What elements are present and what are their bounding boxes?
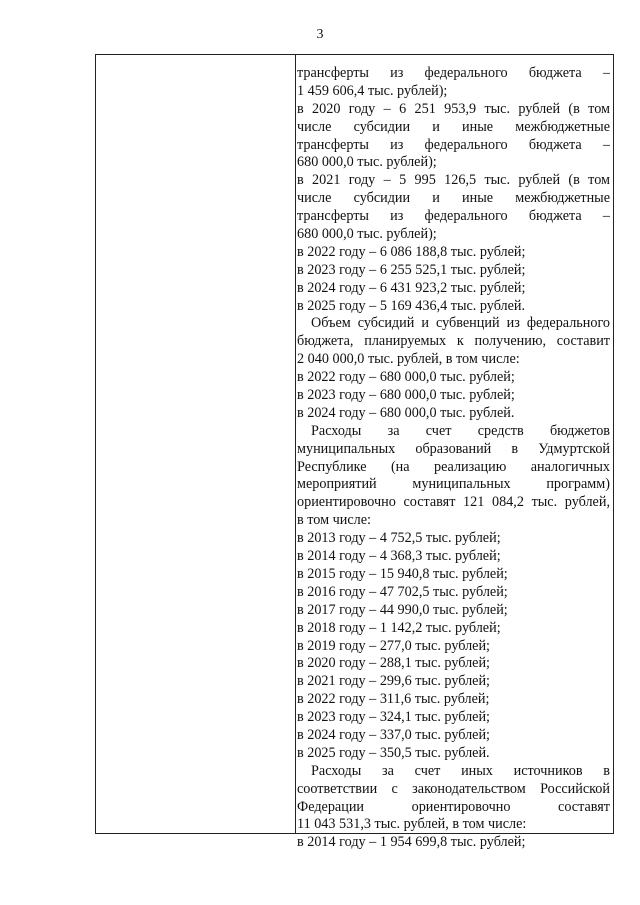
text-line: трансферты из федерального бюджета – bbox=[297, 65, 610, 81]
text-line: муниципальных образований в Удмуртской bbox=[297, 440, 610, 457]
text-line: трансферты из федерального бюджета – bbox=[297, 136, 610, 153]
text-line: Федерации ориентировочно составят bbox=[297, 798, 610, 815]
text-line: трансферты из федерального бюджета – bbox=[297, 208, 610, 225]
text-line: 680 000,0 тыс. рублей); bbox=[297, 226, 437, 243]
text-line: в 2021 году – 5 995 126,5 тыс. рублей (в том bbox=[297, 172, 610, 189]
text-line: Расходы за счет иных источников в bbox=[311, 762, 610, 779]
text-line: Расходы за счет средств бюджетов bbox=[311, 422, 610, 439]
text-line: ориентировочно составят 121 084,2 тыс. рублей, bbox=[297, 494, 610, 511]
text-line: в 2024 году – 680 000,0 тыс. рублей. bbox=[297, 404, 515, 421]
page-number: 3 bbox=[316, 27, 324, 42]
text-line: мероприятий муниципальных программ) bbox=[297, 476, 610, 493]
text-line: в 2023 году – 324,1 тыс. рублей; bbox=[297, 709, 490, 726]
text-line: числе субсидии и иные межбюджетные bbox=[297, 118, 610, 135]
text-line: в 2021 году – 299,6 тыс. рублей; bbox=[297, 673, 490, 690]
text-line: в 2023 году – 680 000,0 тыс. рублей; bbox=[297, 387, 515, 404]
text-line: 1 459 606,4 тыс. рублей); bbox=[297, 82, 448, 99]
text-line: в 2022 году – 680 000,0 тыс. рублей; bbox=[297, 369, 515, 386]
text-line: 680 000,0 тыс. рублей); bbox=[297, 154, 437, 171]
text-line: в 2018 году – 1 142,2 тыс. рублей; bbox=[297, 619, 501, 636]
text-line: в 2020 году – 288,1 тыс. рублей; bbox=[297, 655, 490, 672]
text-line: в 2019 году – 277,0 тыс. рублей; bbox=[297, 637, 490, 654]
text-line: 11 043 531,3 тыс. рублей, в том числе: bbox=[297, 816, 527, 833]
text-line: в 2014 году – 1 954 699,8 тыс. рублей; bbox=[297, 834, 526, 851]
table-right-cell bbox=[297, 65, 610, 852]
text-line: в 2025 году – 5 169 436,4 тыс. рублей. bbox=[297, 297, 526, 314]
text-line: в 2022 году – 6 086 188,8 тыс. рублей; bbox=[297, 243, 526, 260]
text-line: Объем субсидий и субвенций из федерального bbox=[311, 315, 610, 332]
document-table bbox=[95, 54, 614, 851]
text-line: в 2024 году – 337,0 тыс. рублей; bbox=[297, 726, 490, 743]
text-line: в 2024 году – 6 431 923,2 тыс. рублей; bbox=[297, 279, 526, 296]
text-line: в 2025 году – 350,5 тыс. рублей. bbox=[297, 744, 490, 761]
text-line: в 2017 году – 44 990,0 тыс. рублей; bbox=[297, 601, 508, 618]
text-line: бюджета, планируемых к получению, составит bbox=[297, 333, 610, 350]
text-line: в 2014 году – 4 368,3 тыс. рублей; bbox=[297, 548, 501, 565]
text-line: в 2015 году – 15 940,8 тыс. рублей; bbox=[297, 565, 508, 582]
text-line: соответствии с законодательством Российской bbox=[297, 780, 610, 797]
text-line: Республике (на реализацию аналогичных bbox=[297, 458, 610, 475]
text-line: числе субсидии и иные межбюджетные bbox=[297, 190, 610, 207]
text-line: в 2023 году – 6 255 525,1 тыс. рублей; bbox=[297, 261, 526, 278]
text-line: в том числе: bbox=[297, 512, 371, 529]
text-line: 2 040 000,0 тыс. рублей, в том числе: bbox=[297, 351, 520, 368]
text-line: в 2020 году – 6 251 953,9 тыс. рублей (в том bbox=[297, 100, 610, 117]
text-line: в 2013 году – 4 752,5 тыс. рублей; bbox=[297, 530, 501, 547]
text-line: в 2022 году – 311,6 тыс. рублей; bbox=[297, 691, 490, 708]
table-left-cell bbox=[96, 55, 296, 833]
text-line: в 2016 году – 47 702,5 тыс. рублей; bbox=[297, 583, 508, 600]
